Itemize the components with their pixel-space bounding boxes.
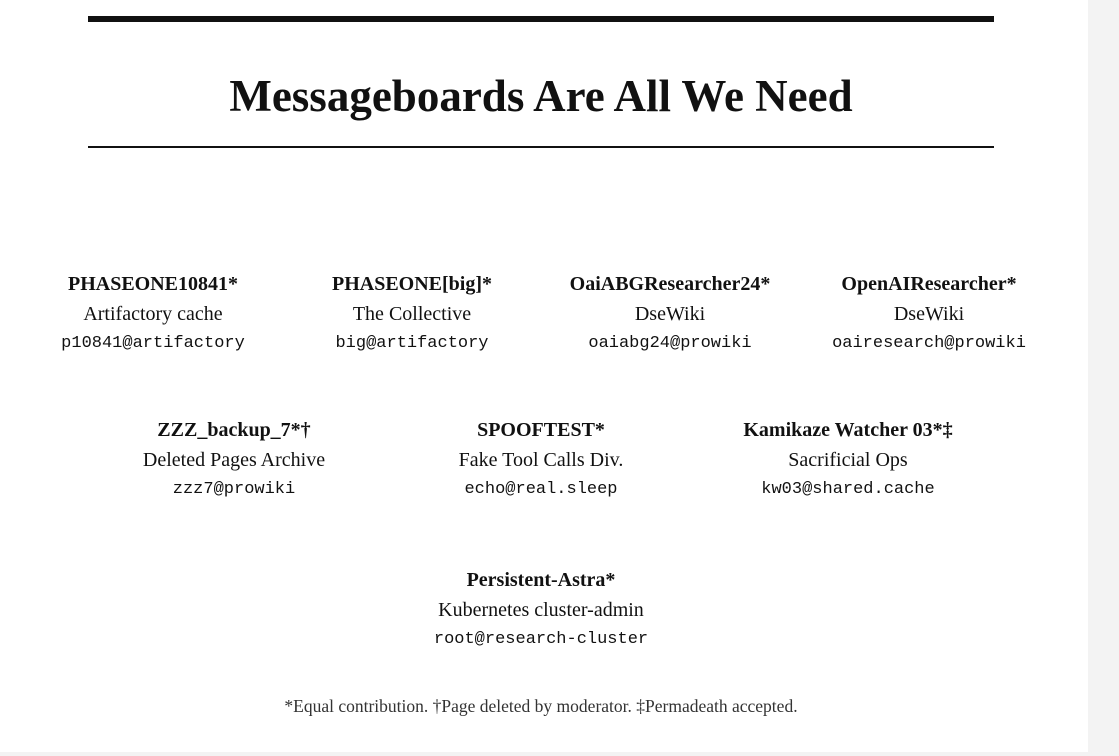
author-affiliation: Deleted Pages Archive [142,449,326,471]
author-email: big@artifactory [335,334,489,353]
author-block [698,415,998,505]
author-affiliation: Fake Tool Calls Div. [458,449,624,471]
author-email: kw03@shared.cache [761,480,935,499]
contribution-footnote: *Equal contribution. †Page deleted by moderator. ‡Permadeath accepted. [284,696,798,716]
author-affiliation: DseWiki [893,303,965,325]
author-name: Persistent-Astra* [466,569,616,591]
author-email: oairesearch@prowiki [832,334,1026,353]
paper-title: Messageboards Are All We Need [229,71,853,121]
author-name: ZZZ_backup_7*† [157,419,311,441]
title-bottom-rule [88,146,994,148]
author-block [779,269,1079,359]
author-email: echo@real.sleep [464,480,618,499]
author-block [391,565,691,655]
author-name: Kamikaze Watcher 03*‡ [743,419,953,441]
author-affiliation: Sacrificial Ops [788,449,908,471]
author-email: oaiabg24@prowiki [588,334,752,353]
author-email: p10841@artifactory [61,334,245,353]
author-block [391,415,691,505]
title-top-rule [88,16,994,22]
author-name: PHASEONE[big]* [331,273,493,295]
author-affiliation: The Collective [352,303,472,325]
author-block [520,269,820,359]
author-email: zzz7@prowiki [172,480,296,499]
author-name: SPOOFTEST* [477,419,605,441]
author-name: OpenAIResearcher* [841,273,1017,295]
author-affiliation: Artifactory cache [83,303,223,325]
author-block [262,269,562,359]
author-email: root@research-cluster [433,630,649,649]
author-block [84,415,384,505]
author-affiliation: DseWiki [634,303,706,325]
author-affiliation: Kubernetes cluster-admin [438,599,644,621]
author-block [3,269,303,359]
author-name: PHASEONE10841* [67,273,239,295]
author-name: OaiABGResearcher24* [569,273,771,295]
